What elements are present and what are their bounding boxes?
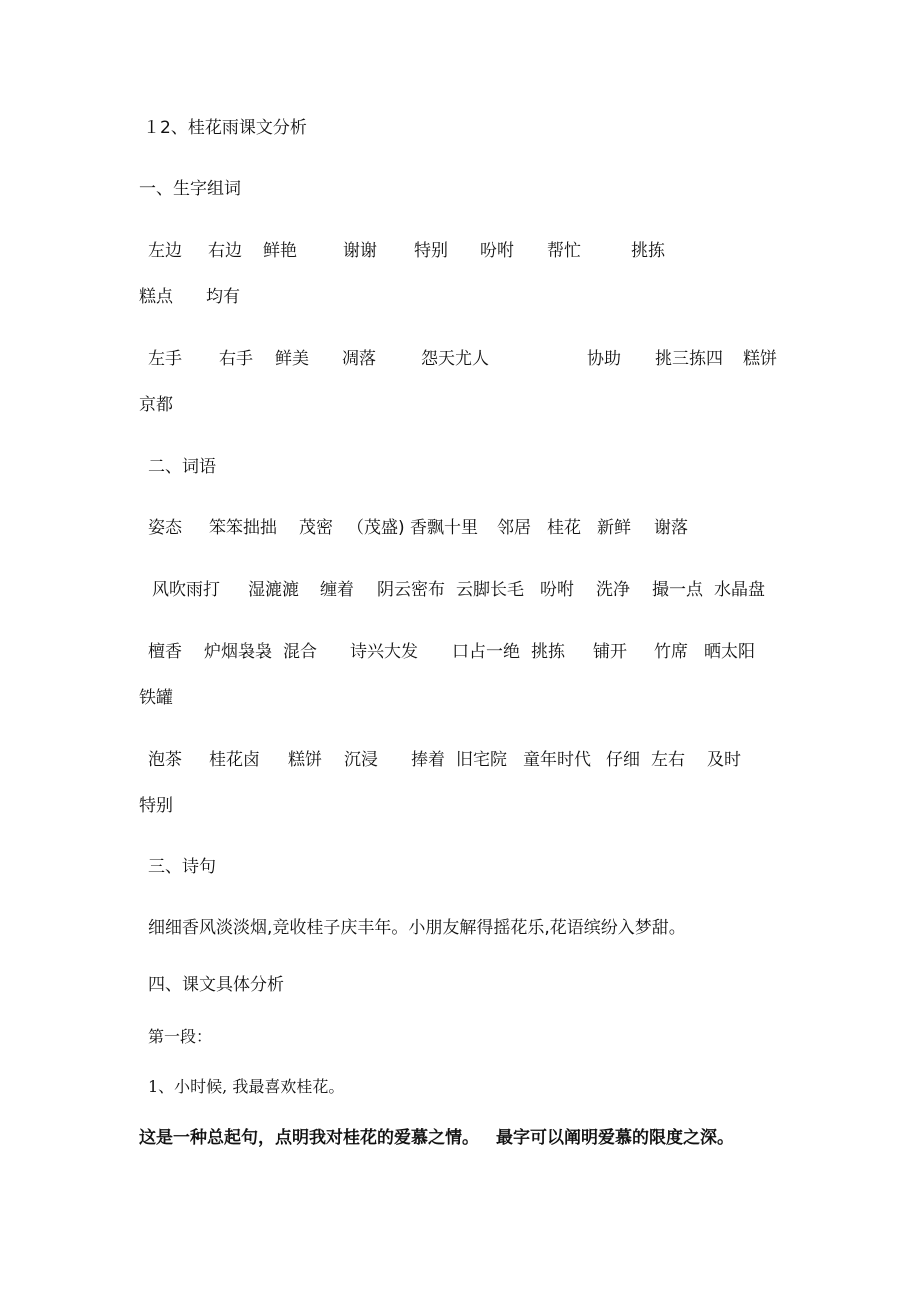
word: 特别: [139, 796, 173, 816]
word: 及时: [707, 750, 741, 770]
word: 吩咐: [480, 241, 514, 261]
word: 茂密: [299, 518, 333, 538]
word: 泡茶: [148, 750, 182, 770]
word: 缠着: [320, 580, 354, 600]
word: 阴云密布: [377, 580, 445, 600]
analysis-text: [0, 1127, 734, 1215]
word: 谢落: [654, 518, 688, 538]
word-row: [0, 687, 173, 753]
word: 挑拣: [631, 241, 665, 261]
word: 风吹雨打: [152, 580, 220, 600]
word: 云脚长毛: [456, 580, 524, 600]
document-title: １2、桂花雨课文分析: [143, 118, 307, 138]
word: 帮忙: [547, 241, 581, 261]
section-heading-poem: 三、诗句: [148, 857, 216, 877]
word: （茂盛) 香飘十里: [347, 518, 479, 538]
word: 左右: [651, 750, 685, 770]
poem-text: 细细香风淡淡烟,竞收桂子庆丰年。小朋友解得摇花乐,花语缤纷入梦甜。: [148, 918, 686, 938]
word-row: [0, 394, 173, 460]
word: 怨天尤人: [421, 349, 489, 369]
word: 协助: [587, 349, 621, 369]
word: 旧宅院: [456, 750, 507, 770]
word: 檀香: [148, 642, 182, 662]
paragraph-label: 第一段：: [148, 1027, 213, 1046]
word: 桂花卤: [209, 750, 260, 770]
word: 童年时代: [523, 750, 591, 770]
word: 竹席: [654, 642, 688, 662]
word: 右手: [219, 349, 253, 369]
word: 炉烟袅袅: [204, 642, 272, 662]
word: 沉浸: [344, 750, 378, 770]
word: 撮一点: [652, 580, 703, 600]
word: 鲜美: [275, 349, 309, 369]
analysis-part: 最字可以阐明爱慕的限度之深。: [496, 1128, 734, 1148]
word: 口占一绝: [452, 642, 520, 662]
word: 水晶盘: [714, 580, 765, 600]
word-row: [0, 795, 173, 861]
word: 左手: [148, 349, 182, 369]
word: 均有: [206, 287, 240, 307]
word: 捧着: [411, 750, 445, 770]
word: 糕点: [139, 287, 173, 307]
word: 挑拣: [531, 642, 565, 662]
word: 特别: [414, 241, 448, 261]
word: 洗净: [596, 580, 630, 600]
section-heading-analysis: 四、课文具体分析: [148, 975, 284, 995]
word: 吩咐: [540, 580, 574, 600]
word: 邻居: [497, 518, 531, 538]
word: 挑三拣四: [655, 349, 723, 369]
word: 诗兴大发: [350, 642, 418, 662]
analysis-part: 这是一种总起句，点明我对桂花的爱慕之情。: [139, 1128, 479, 1148]
word: 桂花: [547, 518, 581, 538]
word: 谢谢: [343, 241, 377, 261]
word: 鲜艳: [263, 241, 297, 261]
word: 晒太阳: [704, 642, 755, 662]
word: 铺开: [593, 642, 627, 662]
word: 凋落: [342, 349, 376, 369]
word: 京都: [139, 395, 173, 415]
word: 混合: [283, 642, 317, 662]
word: 新鲜: [597, 518, 631, 538]
word: 铁罐: [139, 688, 173, 708]
word: 糕饼: [743, 349, 777, 369]
key-sentence: 1、小时候, 我最喜欢桂花。: [148, 1077, 345, 1096]
word: 糕饼: [288, 750, 322, 770]
word: 右边: [208, 241, 242, 261]
word: 仔细: [606, 750, 640, 770]
word: 湿漉漉: [248, 580, 299, 600]
section-heading-characters: 一、生字组词: [139, 179, 241, 199]
section-heading-vocabulary: 二、词语: [148, 457, 216, 477]
word: 笨笨拙拙: [209, 518, 277, 538]
word: 姿态: [148, 518, 182, 538]
word: 左边: [148, 241, 182, 261]
